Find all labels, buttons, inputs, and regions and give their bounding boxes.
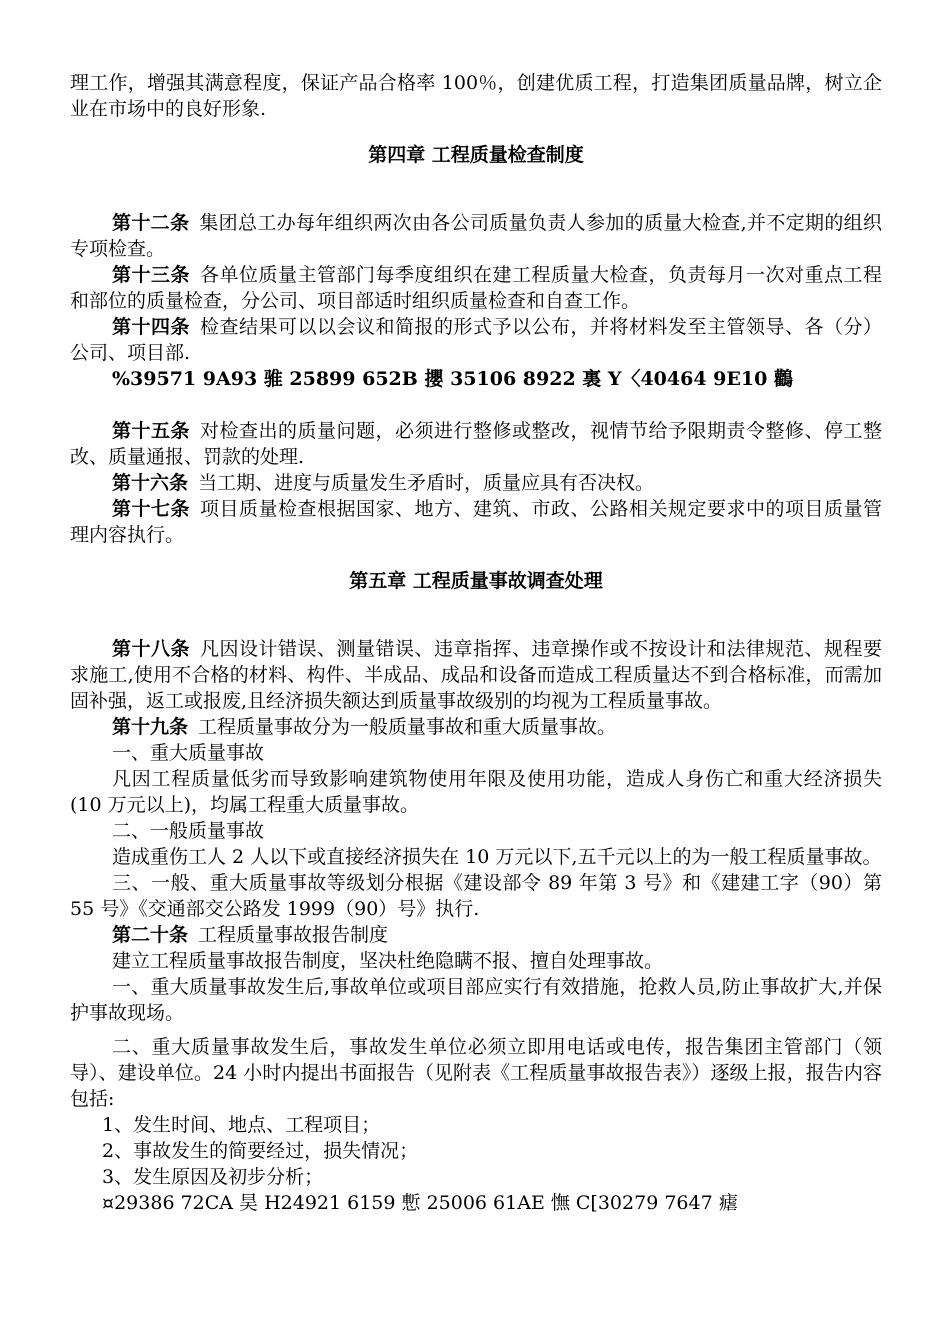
article-19-number: 第十九条: [112, 716, 189, 738]
article-15-number: 第十五条: [112, 420, 190, 442]
article-17-number: 第十七条: [112, 498, 190, 520]
article-18-text: 凡因设计错误、测量错误、违章指挥、违章操作或不按设计和法律规范、规程要求施工,使用不合格的材料、构件、半成品、成品和设备而造成工程质量达不到合格标准，而需加固补强，返工或报废,且经济损失额达到质量事故级别的均视为工程质量事故。: [70, 638, 882, 712]
garbled-line-2: ¤29386 72CA 昊 H24921 6159 慙 25006 61AE 憮 C[30279 7647 瘧: [102, 1192, 738, 1214]
article-12-text: 集团总工办每年组织两次由各公司质量负责人参加的质量大检查,并不定期的组织专项检查。: [70, 212, 882, 260]
article-12: [70, 210, 882, 262]
article-12-number: 第十二条: [112, 212, 190, 234]
article-17: [70, 496, 882, 548]
chapter-4-title: 第四章 工程质量检查制度: [368, 144, 584, 166]
article-19-text: 工程质量事故分为一般质量事故和重大质量事故。: [198, 716, 617, 738]
article-15-text: 对检查出的质量问题，必须进行整修或整改，视情节给予限期责令整修、停工整改、质量通报、罚款的处理.: [70, 420, 882, 468]
report-step-2: 二、重大质量事故发生后，事故发生单位必须立即用电话或电传，报告集团主管部门（领导）、建设单位。24 小时内提出书面报告（见附表《工程质量事故报告表》）逐级上报，报告内容包括:: [70, 1036, 882, 1110]
article-16-text: 当工期、进度与质量发生矛盾时，质量应具有否决权。: [198, 472, 655, 494]
article-13-number: 第十三条: [112, 264, 190, 286]
article-18-number: 第十八条: [112, 638, 190, 660]
article-15: [70, 418, 882, 470]
report-item-3: 3、发生原因及初步分析；: [102, 1166, 324, 1188]
grading-paragraph: 三、一般、重大质量事故等级划分根据《建设部令 89 年第 3 号》和《建建工字（90）第 55 号》《交通部交公路发 1999（90）号》执行.: [70, 872, 882, 920]
article-20-number: 第二十条: [112, 924, 189, 946]
article-16-number: 第十六条: [112, 472, 189, 494]
article-13-text: 各单位质量主管部门每季度组织在建工程质量大检查，负责每月一次对重点工程和部位的质量检查，分公司、项目部适时组织质量检查和自查工作。: [70, 264, 882, 312]
article-19: [70, 714, 882, 740]
major-accident-text: 凡因工程质量低劣而导致影响建筑物使用年限及使用功能，造成人身伤亡和重大经济损失(10 万元以上)，均属工程重大质量事故。: [70, 768, 882, 816]
report-step-1: 一、重大质量事故发生后,事故单位或项目部应实行有效措施，抢救人员,防止事故扩大,并保护事故现场。: [70, 976, 882, 1024]
report-system-paragraph: 建立工程质量事故报告制度，坚决杜绝隐瞒不报、擅自处理事故。: [112, 950, 664, 972]
article-14-text: 检查结果可以以会议和简报的形式予以公布，并将材料发至主管领导、各（分）公司、项目部.: [70, 316, 882, 364]
major-accident-title: 一、重大质量事故: [112, 742, 265, 764]
intro-paragraph: 理工作，增强其满意程度，保证产品合格率 100％，创建优质工程，打造集团质量品牌，树立企业在市场中的良好形象.: [70, 72, 882, 120]
article-14-number: 第十四条: [112, 316, 190, 338]
garbled-line-1: %39571 9A93 骓 25899 652B 攖 35106 8922 裏 Y〈40464 9E10 鸛: [112, 368, 793, 390]
chapter-5-title: 第五章 工程质量事故调查处理: [349, 570, 603, 592]
article-14: [70, 314, 882, 366]
report-item-2: 2、事故发生的简要经过，损失情况；: [102, 1140, 419, 1162]
article-17-text: 项目质量检查根据国家、地方、建筑、市政、公路相关规定要求中的项目质量管理内容执行。: [70, 498, 882, 546]
article-20: [70, 922, 882, 948]
article-20-text: 工程质量事故报告制度: [198, 924, 389, 946]
article-13: [70, 262, 882, 314]
report-item-1: 1、发生时间、地点、工程项目；: [102, 1114, 381, 1136]
article-16: [70, 470, 882, 496]
document-page: [70, 70, 882, 1216]
general-accident-text: 造成重伤工人 2 人以下或直接经济损失在 10 万元以下,五千元以上的为一般工程质量事故。: [112, 846, 882, 868]
general-accident-title: 二、一般质量事故: [112, 820, 265, 842]
article-18: [70, 636, 882, 714]
